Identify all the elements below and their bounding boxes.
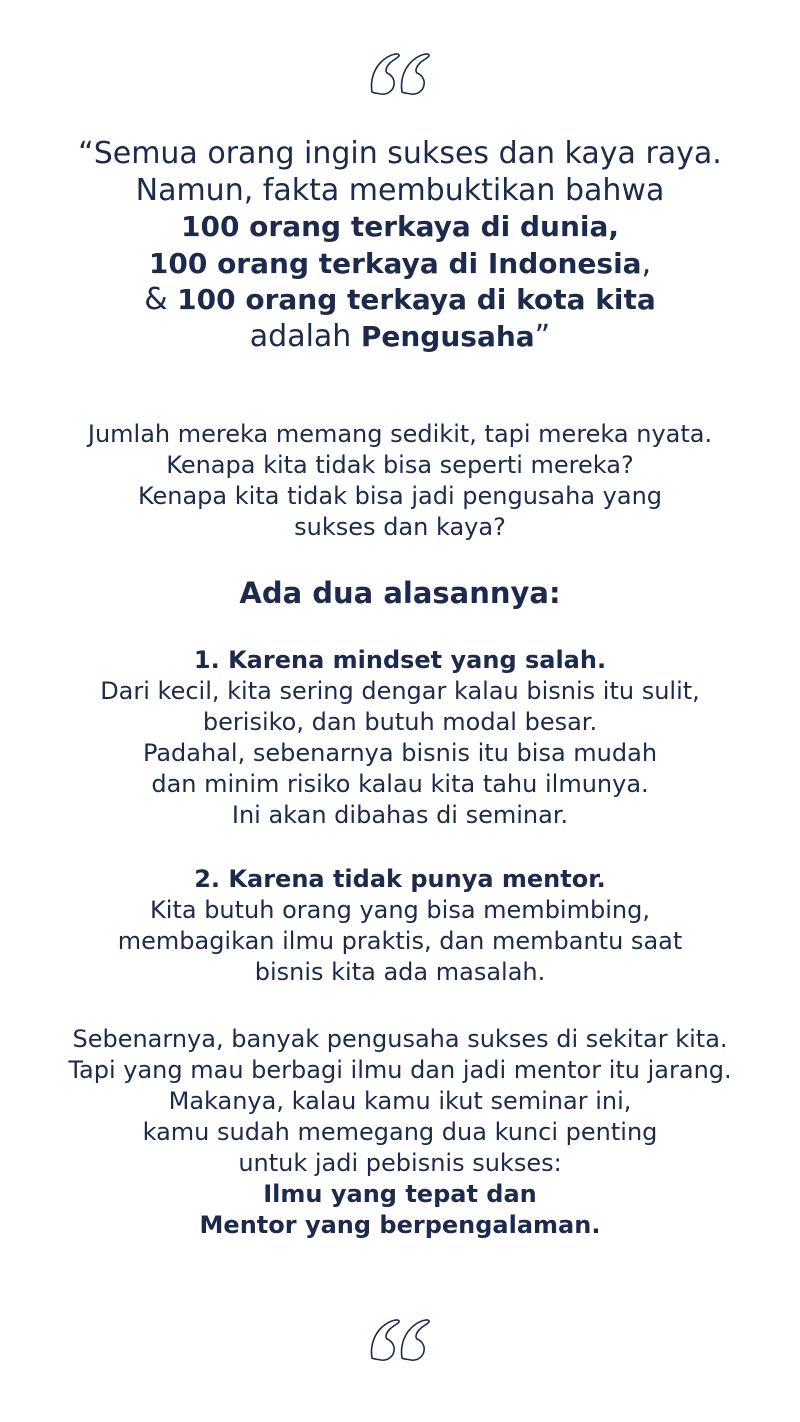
intro-line: Kenapa kita tidak bisa jadi pengusaha yang [137, 482, 663, 510]
quote-line-5 [0, 282, 800, 319]
reason-2-line: Kita butuh orang yang bisa membimbing, [150, 896, 650, 924]
quote-line-4-bold: 100 orang terkaya di Indonesia [148, 246, 642, 280]
quote-line-3: 100 orang terkaya di dunia, [180, 210, 620, 243]
closing-line: untuk jadi pebisnis sukses: [238, 1149, 562, 1177]
intro-line: Jumlah mereka memang sedikit, tapi mereka nyata. [87, 420, 713, 448]
quote-line-5-prefix: & [144, 282, 178, 317]
reasons-heading: Ada dua alasannya: [239, 576, 561, 610]
closing-line: Makanya, kalau kamu ikut seminar ini, [168, 1087, 632, 1115]
closing-line: Sebenarnya, banyak pengusaha sukses di sekitar kita. [72, 1025, 728, 1053]
reason-1-line: Ini akan dibahas di seminar. [231, 801, 569, 829]
reason-2-line: membagikan ilmu praktis, dan membantu saat [117, 927, 683, 955]
reason-2 [0, 864, 800, 988]
reason-1-line: dan minim risiko kalau kita tahu ilmunya. [151, 770, 649, 798]
reason-1-title: 1. Karena mindset yang salah. [193, 646, 607, 674]
intro-line: Kenapa kita tidak bisa seperti mereka? [166, 451, 634, 479]
quote-line-4 [0, 246, 800, 283]
reason-2-line: bisnis kita ada masalah. [254, 958, 546, 986]
intro-line: sukses dan kaya? [294, 513, 506, 541]
quote-line-2: Namun, fakta membuktikan bahwa [135, 172, 665, 208]
reason-1-line: Padahal, sebenarnya bisnis itu bisa mudah [142, 739, 658, 767]
quote-line-5-bold: 100 orang terkaya di kota kita [177, 283, 656, 316]
quote-open-icon [368, 1316, 432, 1362]
quote-line-6-bold: Pengusaha [360, 319, 535, 353]
closing-paragraph [0, 1024, 800, 1241]
reason-1 [0, 645, 800, 831]
quote-text [0, 136, 800, 355]
closing-bold-line: Mentor yang berpengalaman. [199, 1211, 601, 1239]
quote-line-1: “Semua orang ingin sukses dan kaya raya. [78, 136, 722, 171]
closing-bold-line: Ilmu yang tepat dan [263, 1180, 537, 1208]
intro-paragraph [0, 419, 800, 543]
quote-open-icon [368, 50, 432, 96]
closing-line: Tapi yang mau berbagi ilmu dan jadi mentor itu jarang. [68, 1056, 732, 1084]
quote-line-6-prefix: adalah [249, 318, 361, 354]
reason-1-line: berisiko, dan butuh modal besar. [202, 708, 598, 736]
reason-2-title: 2. Karena tidak punya mentor. [194, 865, 606, 893]
quote-line-4-tail: , [641, 245, 652, 281]
quote-line-6-tail: ” [534, 318, 551, 354]
reason-1-line: Dari kecil, kita sering dengar kalau bisnis itu sulit, [100, 677, 700, 705]
closing-line: kamu sudah memegang dua kunci penting [142, 1118, 658, 1146]
quote-line-6 [0, 319, 800, 356]
